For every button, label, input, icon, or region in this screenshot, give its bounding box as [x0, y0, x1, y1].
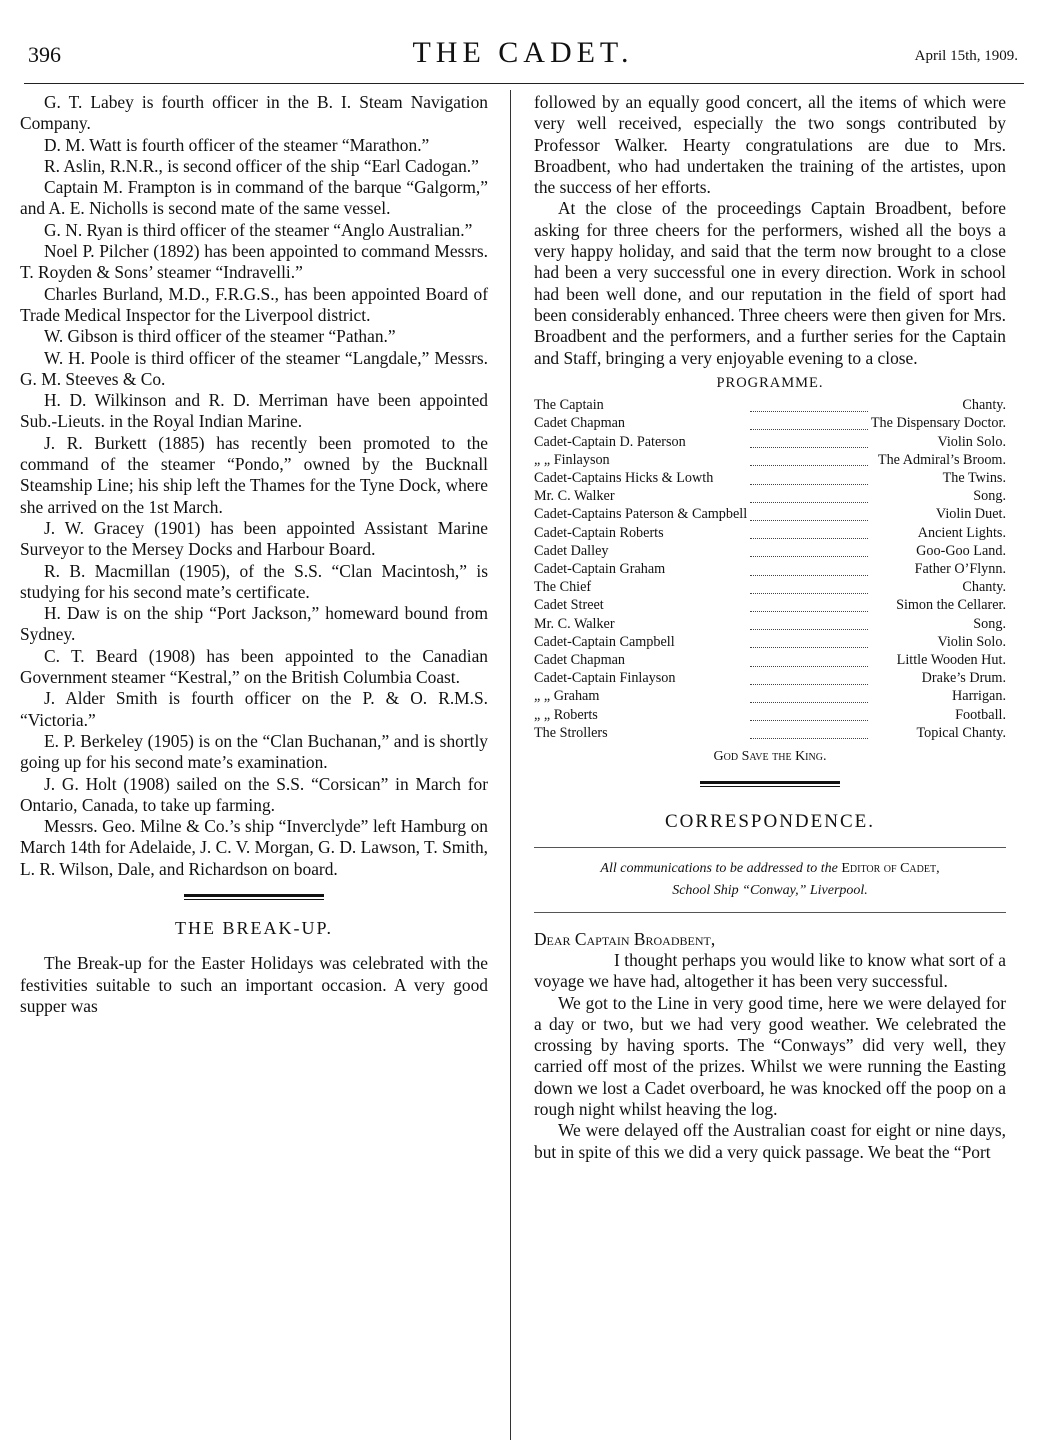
news-item: R. Aslin, R.N.R., is second officer of the ship “Earl Cadogan.”: [44, 155, 479, 176]
issue-date: April 15th, 1909.: [914, 48, 1018, 64]
dot-leader: [747, 524, 871, 542]
programme-item: [534, 487, 1006, 505]
programme-item: [534, 669, 1006, 687]
performer: Mr. C. Walker: [534, 615, 615, 632]
publication-title: THE CADET.: [412, 36, 634, 69]
letter: [534, 929, 1006, 1163]
programme-item: [534, 596, 1006, 614]
note-text: All communications to be addressed to the: [600, 860, 838, 876]
note-address: School Ship “Conway,” Liverpool.: [672, 882, 868, 898]
programme-item: [534, 651, 1006, 669]
performer: „ „ Finlayson: [534, 451, 610, 468]
performer: Cadet-Captains Paterson & Campbell: [534, 506, 748, 523]
piece: The Admiral’s Broom.: [877, 451, 1006, 468]
piece: Topical Chanty.: [916, 724, 1006, 741]
news-item: H. D. Wilkinson and R. D. Merriman have been appointed Sub.-Lieuts. in the Royal Indian Marine.: [20, 390, 488, 432]
piece: Violin Solo.: [937, 433, 1006, 450]
breakup-paragraph: The Break-up for the Easter Holidays was celebrated with the festivities suitable to such an important occasion. A very good supper was: [20, 953, 488, 1016]
header-rule: [24, 83, 1024, 84]
piece: Violin Duet.: [935, 506, 1006, 523]
letter-paragraph: We were delayed off the Australian coast for eight or nine days, but in spite of this we did a very quick passage. We beat the “Port: [534, 1120, 1006, 1162]
programme-closing: God Save the King.: [713, 749, 827, 765]
dot-leader: [747, 396, 871, 414]
note-rule-top: [534, 847, 1006, 848]
dot-leader: [747, 560, 871, 578]
news-item: W. H. Poole is third officer of the steamer “Langdale,” Messrs. G. M. Steeves & Co.: [20, 347, 488, 389]
programme-table: [534, 396, 1006, 742]
dot-leader: [747, 542, 871, 560]
piece: Little Wooden Hut.: [896, 652, 1006, 668]
news-item: D. M. Watt is fourth officer of the steamer “Marathon.”: [44, 134, 430, 155]
dot-leader: [747, 706, 871, 724]
news-item: W. Gibson is third officer of the steamer “Pathan.”: [44, 326, 396, 347]
performer: Cadet-Captain Campbell: [534, 633, 675, 650]
performer: Cadet-Captain D. Paterson: [534, 433, 686, 450]
performer: Cadet Chapman: [534, 415, 626, 432]
performer: Cadet-Captain Graham: [534, 560, 666, 577]
programme-item: [534, 396, 1006, 414]
news-item: H. Daw is on the ship “Port Jackson,” homeward bound from Sydney.: [20, 603, 488, 645]
programme-item: [534, 615, 1006, 633]
note-editor: Editor of Cadet,: [841, 860, 940, 876]
column-divider: [510, 90, 511, 1440]
programme-item: [534, 560, 1006, 578]
piece: Football.: [955, 706, 1006, 723]
programme-item: [534, 578, 1006, 596]
programme-item: [534, 451, 1006, 469]
programme-item: [534, 542, 1006, 560]
piece: Simon the Cellarer.: [896, 597, 1006, 614]
dot-leader: [747, 469, 871, 487]
dot-leader: [747, 633, 871, 651]
dot-leader: [747, 487, 871, 505]
news-item: E. P. Berkeley (1905) is on the “Clan Buchanan,” and is shortly going up for his second mate’s examination.: [20, 730, 488, 773]
concert-paragraph: followed by an equally good concert, all the items of which were very well received, especially the two songs contributed by Professor Walker. Hearty congratulations are due to Mrs. Broadbent, who had undertaken the training of the artistes, upon the success of her efforts.: [534, 92, 1006, 198]
section-divider: [184, 894, 324, 900]
dot-leader: [747, 615, 871, 633]
dot-leader: [747, 724, 871, 742]
news-item: J. Alder Smith is fourth officer on the P. & O. R.M.S. “Victoria.”: [20, 688, 488, 730]
dot-leader: [747, 651, 871, 669]
news-items: [20, 92, 488, 880]
dot-leader: [747, 451, 871, 469]
dot-leader: [747, 669, 871, 687]
news-item: R. B. Macmillan (1905), of the S.S. “Clan Macintosh,” is studying for his second mate’s certificate.: [20, 560, 488, 602]
programme-item: [534, 505, 1006, 523]
page-header: [28, 36, 1018, 76]
piece: Drake’s Drum.: [921, 670, 1006, 687]
news-item: Noel P. Pilcher (1892) has been appointed to command Messrs. T. Royden & Sons’ steamer “Indravelli.”: [20, 241, 488, 283]
piece: Harrigan.: [952, 688, 1006, 705]
performer: „ „ Graham: [534, 688, 600, 705]
page-number: 396: [28, 42, 61, 67]
piece: The Twins.: [942, 469, 1006, 486]
correspondence-note: [534, 858, 1006, 902]
dot-leader: [747, 596, 871, 614]
dot-leader: [747, 414, 871, 432]
dot-leader: [747, 687, 871, 705]
programme-item: [534, 524, 1006, 542]
news-item: G. N. Ryan is third officer of the steamer “Anglo Australian.”: [44, 219, 473, 240]
news-item: J. W. Gracey (1901) has been appointed Assistant Marine Surveyor to the Mersey Docks and Harbour Board.: [20, 517, 488, 560]
programme-item: [534, 687, 1006, 705]
dot-leader: [747, 578, 871, 596]
piece: Song.: [973, 615, 1006, 632]
right-column: [534, 92, 1006, 1163]
performer: The Captain: [534, 397, 604, 414]
news-item: Charles Burland, M.D., F.R.G.S., has been appointed Board of Trade Medical Inspector for the Liverpool district.: [20, 283, 488, 325]
closing-paragraph: At the close of the proceedings Captain Broadbent, before asking for three cheers for the performers, wished all the boys a very happy holiday, and said that the term now brought to a close had been a very successful one in every direction. Work in school had been well done, and our reputation in the field of sport had been considerably enhanced. Three cheers were then given for Mrs. Broadbent and the performers, and a further series for the Captain and Staff, bringing a very enjoyable evening to a close.: [534, 198, 1006, 368]
piece: Ancient Lights.: [917, 524, 1006, 541]
news-item: Messrs. Geo. Milne & Co.’s ship “Inverclyde” left Hamburg on March 14th for Adelaide, J. C. V. Morgan, G. D. Lawson, T. Smith, L. R. Wilson, Dale, and Richardson on board.: [20, 816, 488, 879]
dot-leader: [747, 505, 871, 523]
piece: Father O’Flynn.: [914, 560, 1006, 577]
programme-item: [534, 414, 1006, 432]
letter-paragraph: I thought perhaps you would like to know what sort of a voyage we have had, altogether it has been very successful.: [534, 949, 1006, 992]
performer: Cadet Street: [534, 597, 604, 614]
performer: „ „ Roberts: [534, 706, 598, 723]
programme-item: [534, 633, 1006, 651]
news-item: C. T. Beard (1908) has been appointed to the Canadian Government steamer “Kestral,” on the British Columbia Coast.: [20, 645, 488, 688]
section-divider: [700, 781, 840, 787]
programme-item: [534, 469, 1006, 487]
breakup-heading: THE BREAK-UP.: [174, 917, 333, 938]
performer: The Chief: [534, 579, 592, 596]
performer: Cadet-Captain Finlayson: [534, 670, 676, 687]
programme-title: PROGRAMME.: [716, 374, 824, 391]
piece: The Dispensary Doctor.: [870, 415, 1006, 432]
programme-item: [534, 433, 1006, 451]
performer: Cadet Dalley: [534, 542, 609, 559]
performer: Cadet-Captain Roberts: [534, 524, 664, 541]
dot-leader: [747, 433, 871, 451]
piece: Chanty.: [962, 579, 1006, 596]
piece: Chanty.: [962, 397, 1006, 414]
performer: Cadet-Captains Hicks & Lowth: [534, 469, 714, 486]
performer: Cadet Chapman: [534, 652, 626, 668]
letter-paragraph: We got to the Line in very good time, here we were delayed for a day or two, but we had very good weather. We celebrated the crossing by having sports. The “Conways” did very well, they carried off most of the prizes. Whilst we were running the Easting down we lost a Cadet overboard, he was knocked off the poop on a rough night whilst heaving the log.: [534, 992, 1006, 1119]
news-item: J. G. Holt (1908) sailed on the S.S. “Corsican” in March for Ontario, Canada, to take up farming.: [20, 773, 488, 815]
performer: Mr. C. Walker: [534, 488, 615, 505]
news-item: Captain M. Frampton is in command of the barque “Galgorm,” and A. E. Nicholls is second mate of the same vessel.: [20, 177, 488, 219]
programme-item: [534, 706, 1006, 724]
note-rule-bottom: [534, 912, 1006, 913]
left-column: [20, 92, 488, 1017]
piece: Goo-Goo Land.: [916, 542, 1006, 559]
piece: Violin Solo.: [937, 633, 1006, 650]
letter-salutation: Dear Captain Broadbent,: [534, 928, 716, 949]
news-item: G. T. Labey is fourth officer in the B. I. Steam Navigation Company.: [20, 92, 488, 134]
news-item: J. R. Burkett (1885) has recently been promoted to the command of the steamer “Pondo,” owned by the Bucknall Steamship Line; his ship left the Thames for the Tyne Dock, where she arrived on the 1st March.: [20, 432, 488, 517]
programme-item: [534, 724, 1006, 742]
correspondence-heading: CORRESPONDENCE.: [665, 811, 875, 833]
performer: The Strollers: [534, 724, 608, 741]
piece: Song.: [973, 488, 1006, 505]
